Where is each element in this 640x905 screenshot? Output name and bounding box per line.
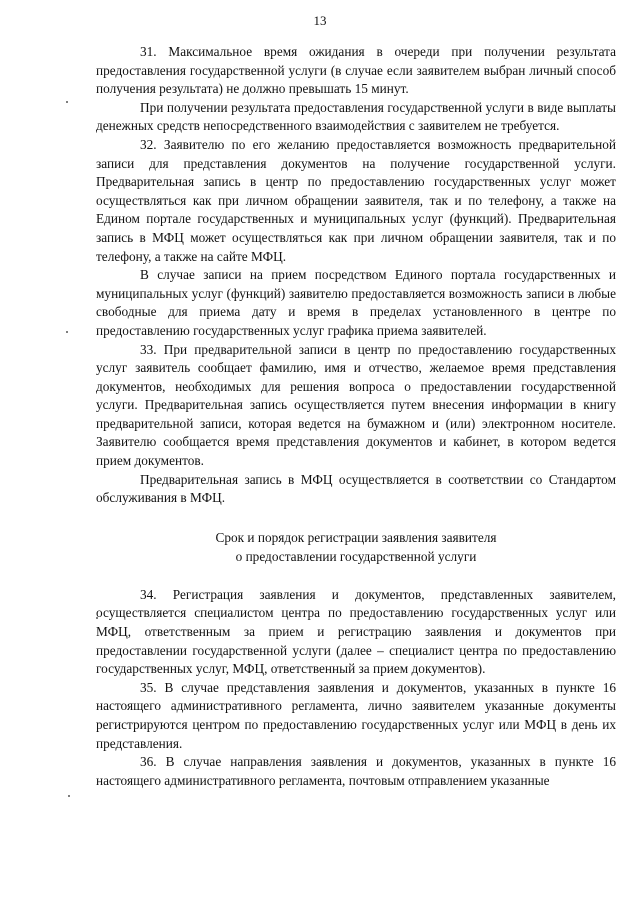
paragraph-32-portal: В случае записи на прием посредством Единого портала государственных и муниципальных услуг (функций) заявителю предоставляется возможность записи в любые свободные для приема дату и время в пределах установленного в центре по предоставлению государственных услуг графика приема заявителей. (96, 267, 616, 338)
scan-speck (68, 795, 70, 797)
section-heading-line-2: о предоставлении государственной услуги (235, 548, 477, 564)
paragraph-33-mfc: Предварительная запись в МФЦ осуществляется в соответствии со Стандартом обслуживания в МФЦ. (96, 471, 616, 506)
paragraph-34: 34. Регистрация заявления и документов, представленных заявителем, осуществляется специалистом центра по предоставлению государственных услуг или МФЦ, ответственным за прием и регистрацию заявления и документов при предоставлении государственной услуги (далее – специалист центра по предоставлению государственных услуг, МФЦ, ответственный за прием документов). (96, 586, 616, 677)
paragraph-32: 32. Заявителю по его желанию предоставляется возможность предварительной записи для представления документов на получение государственной услуги. Предварительная запись в центр по предоставлению государственных услуг может осуществляться как при личном обращении заявителя, так и по телефону, а также на Едином портале государственных и муниципальных услуг (функций). Предварительная запись в МФЦ может осуществляться как при личном обращении заявителя, так и по телефону, а также на сайте МФЦ. (96, 136, 616, 264)
paragraph-36: 36. В случае направления заявления и документов, указанных в пункте 16 настоящего административного регламента, почтовым отправлением указанные (96, 754, 616, 788)
paragraph-31: 31. Максимальное время ожидания в очереди при получении результата предоставления государственной услуги (в случае если заявителем выбран личный способ получения результата) не должно превышать 15 минут. (96, 44, 616, 97)
scan-speck (66, 331, 68, 333)
paragraph-35: 35. В случае представления заявления и документов, указанных в пункте 16 настоящего административного регламента, лично заявителем указанные документы регистрируются центром по предоставлению государственных услуг или МФЦ в день их представления. (96, 679, 616, 751)
paragraph-33: 33. При предварительной записи в центр по предоставлению государственных услуг заявитель сообщает фамилию, имя и отчество, желаемое время представления документов, необходимых для решения вопроса о предоставлении государственной услуги. Предварительная запись осуществляется путем внесения информации в книгу предварительной записи, которая ведется на бумажном и (или) электронном носителе. Заявителю сообщается время представления документов и кабинет, в котором ведется прием документов. (96, 341, 616, 469)
section-heading (96, 528, 616, 566)
section-heading-line-1: Срок и порядок регистрации заявления заявителя (215, 529, 497, 545)
page-number: 13 (313, 13, 327, 28)
paragraph-31-note: При получении результата предоставления государственной услуги в виде выплаты денежных средств непосредственного взаимодействия с заявителем не требуется. (96, 99, 616, 134)
scan-speck (66, 101, 68, 103)
document-body (96, 43, 616, 790)
